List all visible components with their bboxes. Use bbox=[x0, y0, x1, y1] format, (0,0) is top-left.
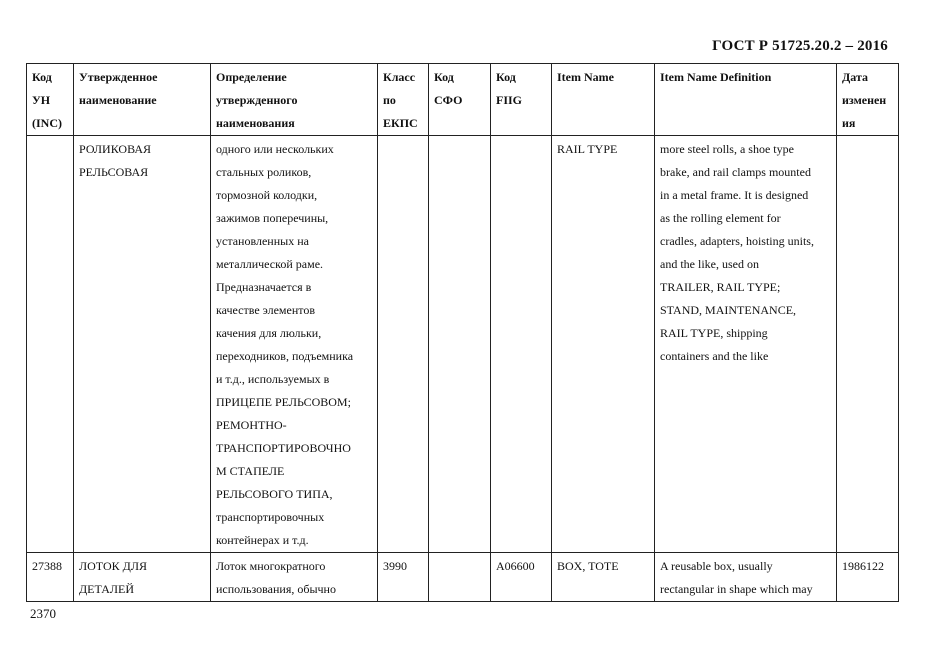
page-number: 2370 bbox=[30, 606, 56, 621]
cell-change-date: 1986122 bbox=[837, 553, 899, 602]
cell-definition: Лоток многократного использования, обычно bbox=[211, 553, 378, 602]
cell-definition: одного или нескольких стальных роликов, тормозной колодки, зажимов поперечины, установленных на металлической раме. Предназначается в качестве элементов качения для люльки, переходников, подъемника и т.д., используемых в ПРИЦЕПЕ РЕЛЬСОВОМ; РЕМОНТНО- ТРАНСПОРТИРОВОЧНО М СТАПЕЛЕ РЕЛЬСОВОГО ТИПА, транспортировочных контейнерах и т.д. bbox=[211, 136, 378, 553]
cell-item-name-definition: more steel rolls, a shoe type brake, and rail clamps mounted in a metal frame. It is designed as the rolling element for cradles, adapters, hoisting units, and the like, used on TRAILER, RAIL TYPE; STAND, MAINTENANCE, RAIL TYPE, shipping containers and the like bbox=[655, 136, 837, 553]
table-header-row bbox=[27, 64, 899, 136]
cell-sfo-code bbox=[429, 553, 491, 602]
cell-sfo-code bbox=[429, 136, 491, 553]
col-header-approved-name: Утвержденное наименование bbox=[74, 64, 211, 136]
col-header-change-date: Дата изменен ия bbox=[837, 64, 899, 136]
cell-item-name: BOX, TOTE bbox=[552, 553, 655, 602]
col-header-item-name: Item Name bbox=[552, 64, 655, 136]
cell-item-name-definition: A reusable box, usually rectangular in shape which may bbox=[655, 553, 837, 602]
col-header-fiig-code: Код FIIG bbox=[491, 64, 552, 136]
col-header-item-name-definition: Item Name Definition bbox=[655, 64, 837, 136]
table-row bbox=[27, 136, 899, 553]
cell-fiig-code bbox=[491, 136, 552, 553]
cell-change-date bbox=[837, 136, 899, 553]
cell-fiig-code: A06600 bbox=[491, 553, 552, 602]
col-header-sfo-code: Код СФО bbox=[429, 64, 491, 136]
cell-inc bbox=[27, 136, 74, 553]
col-header-ekps-class: Класс по ЕКПС bbox=[378, 64, 429, 136]
col-header-inc: Код УН (INC) bbox=[27, 64, 74, 136]
document-header: ГОСТ Р 51725.20.2 – 2016 bbox=[712, 38, 888, 54]
cell-ekps-class: 3990 bbox=[378, 553, 429, 602]
registry-table bbox=[26, 63, 899, 602]
cell-inc: 27388 bbox=[27, 553, 74, 602]
col-header-definition: Определение утвержденного наименования bbox=[211, 64, 378, 136]
table-row bbox=[27, 553, 899, 602]
cell-ekps-class bbox=[378, 136, 429, 553]
cell-item-name: RAIL TYPE bbox=[552, 136, 655, 553]
cell-approved-name: РОЛИКОВАЯ РЕЛЬСОВАЯ bbox=[74, 136, 211, 553]
cell-approved-name: ЛОТОК ДЛЯ ДЕТАЛЕЙ bbox=[74, 553, 211, 602]
